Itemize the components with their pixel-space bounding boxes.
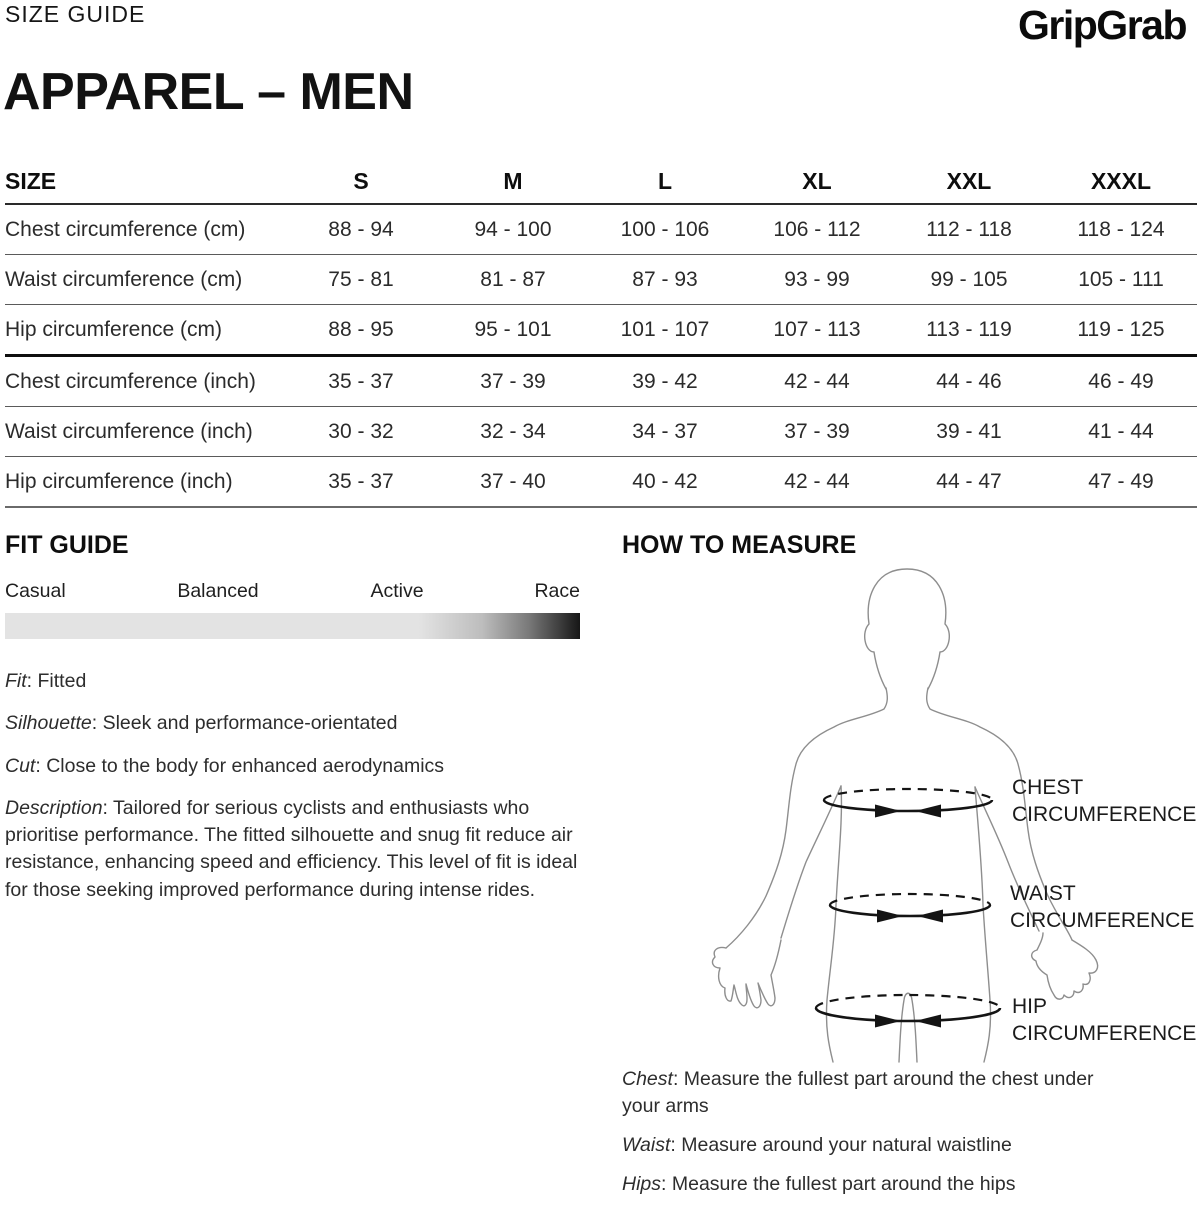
body-outline-left-arm	[726, 688, 887, 948]
scale-label-balanced: Balanced	[177, 580, 259, 602]
table-cell: 40 - 42	[632, 469, 698, 493]
table-cell: 88 - 94	[328, 217, 394, 241]
table-cell: 107 - 113	[773, 317, 861, 341]
chest-circumference-label	[1012, 774, 1196, 828]
table-row	[5, 255, 1197, 305]
fit-gradient-bar	[5, 613, 580, 639]
hip-ring-dashed-line	[816, 995, 1000, 1008]
table-cell: 39 - 41	[936, 419, 1002, 443]
fit-term: Cut :	[5, 755, 46, 777]
how-to-measure-title: HOW TO MEASURE	[622, 531, 857, 559]
waist-label-line1: WAIST	[1010, 882, 1076, 905]
hip-label-line1: HIP	[1012, 995, 1048, 1018]
page-title: APPAREL – MEN	[3, 63, 414, 121]
fit-attribute	[5, 753, 593, 780]
waist-measurement-ring	[830, 894, 990, 923]
row-label: Chest circumference (inch)	[5, 369, 256, 393]
body-outline-head	[865, 569, 950, 689]
table-cell: 37 - 39	[480, 369, 546, 393]
table-cell: 39 - 42	[632, 369, 698, 393]
column-header: XL	[802, 168, 832, 194]
table-cell: 75 - 81	[328, 267, 394, 291]
fit-scale-labels	[5, 580, 580, 604]
measure-instruction	[622, 1132, 1097, 1159]
chest-ring-solid-line	[824, 800, 992, 811]
measure-term: Chest :	[622, 1068, 684, 1090]
table-cell: 105 - 111	[1078, 267, 1164, 291]
measure-term: Hips :	[622, 1173, 672, 1195]
measure-instruction	[622, 1171, 1097, 1198]
measure-text: Measure around your natural waistline	[681, 1133, 1012, 1156]
body-outline-left-hand	[713, 940, 781, 1008]
table-cell: 119 - 125	[1077, 317, 1165, 341]
table-cell: 30 - 32	[328, 419, 394, 443]
hip-arrow-right-icon	[875, 1015, 901, 1028]
measure-instructions	[622, 1066, 1097, 1210]
table-cell: 81 - 87	[480, 267, 546, 291]
column-header: L	[657, 168, 673, 194]
fit-value: Sleek and performance-orientated	[102, 712, 398, 735]
fit-value: Close to the body for enhanced aerodynamics	[46, 754, 445, 777]
body-outline-left-torso	[826, 786, 841, 1062]
column-header: XXXL	[1090, 168, 1152, 194]
waist-ring-solid-line	[830, 905, 990, 916]
fit-value: Fitted	[37, 670, 87, 692]
column-header: SIZE	[5, 168, 57, 194]
waist-circumference-label	[1010, 880, 1194, 934]
column-header: S	[353, 168, 369, 194]
measure-term: Waist :	[622, 1134, 681, 1156]
body-outline-right-hand	[1032, 933, 1098, 999]
hip-circumference-label	[1012, 993, 1196, 1047]
table-cell: 101 - 107	[620, 317, 710, 341]
hip-arrow-left-icon	[915, 1015, 941, 1028]
chest-measurement-ring	[824, 789, 992, 818]
chest-ring-dashed-line	[824, 789, 992, 800]
table-cell: 94 - 100	[474, 217, 552, 241]
body-outline-inner-legs	[899, 993, 917, 1062]
fit-term: Fit :	[5, 670, 38, 692]
measure-instruction	[622, 1066, 1097, 1120]
table-cell: 95 - 101	[474, 317, 552, 341]
body-outline-left-inner-arm	[781, 786, 841, 938]
table-cell: 37 - 40	[480, 469, 546, 493]
table-cell: 113 - 119	[926, 317, 1012, 341]
hip-measurement-ring	[816, 995, 1000, 1028]
table-cell: 41 - 44	[1088, 419, 1154, 443]
table-cell: 99 - 105	[930, 267, 1008, 291]
fit-guide-title: FIT GUIDE	[5, 531, 129, 559]
row-label: Chest circumference (cm)	[5, 217, 246, 241]
column-header: M	[503, 168, 523, 194]
table-cell: 42 - 44	[784, 469, 850, 493]
waist-arrow-left-icon	[917, 910, 943, 923]
table-row	[5, 305, 1197, 357]
table-cell: 44 - 47	[936, 469, 1002, 493]
column-header: XXL	[946, 168, 992, 194]
measure-text: Measure the fullest part around the hips	[671, 1172, 1016, 1195]
fit-attributes	[5, 668, 593, 919]
fit-attribute	[5, 668, 593, 695]
table-row	[5, 357, 1197, 407]
fit-attribute	[5, 710, 593, 737]
chest-label-line2: CIRCUMFERENCE	[1012, 803, 1197, 826]
chest-label-line1: CHEST	[1012, 776, 1084, 799]
size-table	[5, 160, 1197, 508]
size-table-header	[5, 160, 1197, 205]
table-cell: 93 - 99	[784, 267, 850, 291]
body-outline-right-torso	[975, 787, 991, 1062]
table-row	[5, 407, 1197, 457]
table-cell: 106 - 112	[773, 217, 861, 241]
fit-term: Silhouette :	[5, 712, 103, 734]
table-cell: 32 - 34	[480, 419, 546, 443]
table-cell: 47 - 49	[1088, 469, 1154, 493]
waist-ring-dashed-line	[830, 894, 990, 905]
table-cell: 112 - 118	[926, 217, 1012, 241]
fit-term: Description :	[5, 797, 113, 819]
row-label: Hip circumference (inch)	[5, 469, 233, 493]
table-cell: 87 - 93	[632, 267, 698, 291]
fit-attribute	[5, 795, 593, 904]
fit-value: Tailored for serious cyclists and enthusiasts who prioritise performance. The fitted silhouette and snug fit reduce air resistance, enhancing speed and efficiency. This level of fit is ideal for those seeking improved performance during intense rides.	[5, 796, 578, 901]
row-label: Hip circumference (cm)	[5, 317, 223, 341]
table-cell: 37 - 39	[784, 419, 850, 443]
waist-arrow-right-icon	[877, 910, 903, 923]
chest-arrow-right-icon	[875, 805, 901, 818]
scale-label-casual: Casual	[5, 580, 66, 602]
table-cell: 88 - 95	[328, 317, 394, 341]
scale-label-active: Active	[370, 580, 424, 602]
table-cell: 42 - 44	[784, 369, 850, 393]
row-label: Waist circumference (inch)	[5, 419, 253, 443]
table-row	[5, 457, 1197, 508]
table-cell: 100 - 106	[620, 217, 710, 241]
chest-arrow-left-icon	[915, 805, 941, 818]
hip-ring-solid-line	[816, 1008, 1000, 1021]
hip-label-line2: CIRCUMFERENCE	[1012, 1022, 1197, 1045]
table-cell: 46 - 49	[1088, 369, 1154, 393]
row-label: Waist circumference (cm)	[5, 267, 243, 291]
table-cell: 35 - 37	[328, 469, 394, 493]
measure-text: Measure the fullest part around the chest under your arms	[622, 1068, 1094, 1117]
table-cell: 118 - 124	[1077, 217, 1165, 241]
table-cell: 35 - 37	[328, 369, 394, 393]
scale-label-race: Race	[534, 580, 580, 602]
table-cell: 44 - 46	[936, 369, 1002, 393]
waist-label-line2: CIRCUMFERENCE	[1010, 909, 1195, 932]
table-row	[5, 205, 1197, 255]
gripgrab-logo: GripGrab	[1018, 2, 1186, 48]
page-eyebrow: SIZE GUIDE	[5, 1, 146, 27]
table-cell: 34 - 37	[632, 419, 698, 443]
